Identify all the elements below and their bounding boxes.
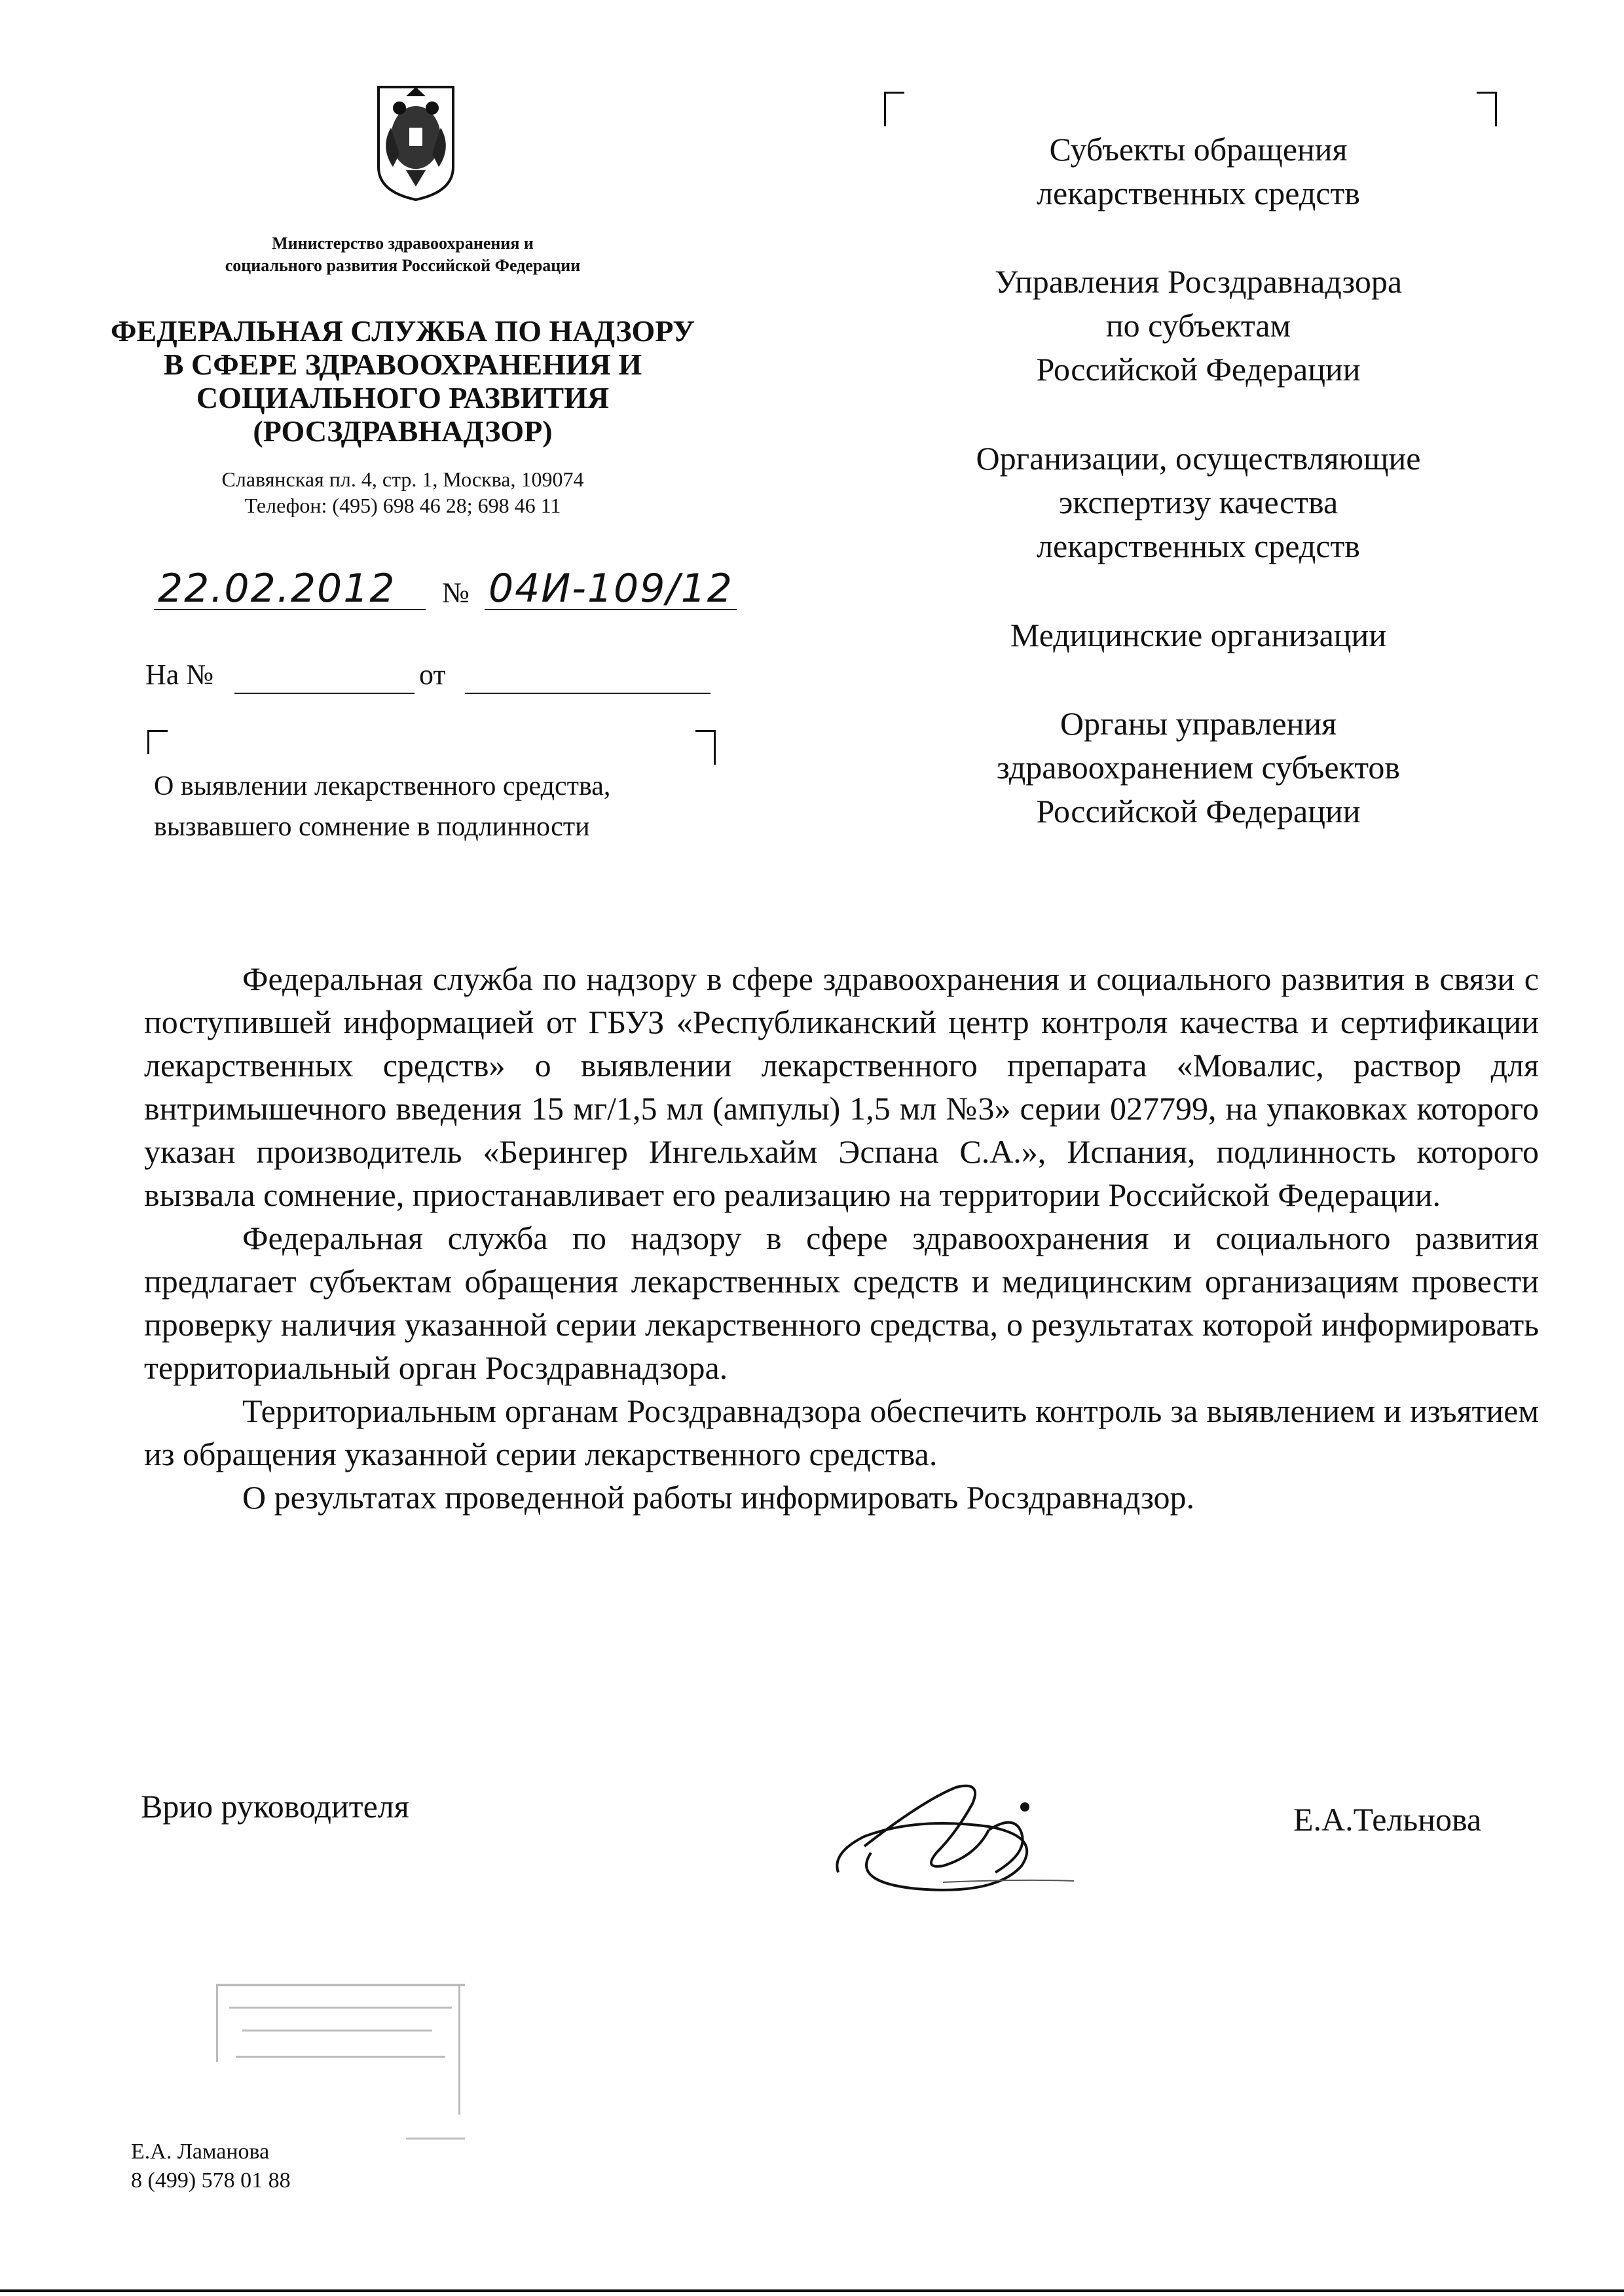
letter-body — [144, 957, 1539, 1519]
addressee-2-line-2: по субъектам — [1105, 307, 1291, 344]
addressee-bracket-right — [1477, 92, 1497, 126]
ministry-line-1: Министерство здравоохранения и — [272, 234, 534, 253]
reply-from-label: от — [419, 659, 446, 691]
addressee-3 — [904, 437, 1493, 568]
addressee-1-line-2: лекарственных средств — [1037, 175, 1360, 211]
agency-line-4: (РОСЗДРАВНАДЗОР) — [253, 414, 553, 448]
body-paragraph-2: Федеральная служба по надзору в сфере здравоохранения и социального развития предлагает субъектам обращения лекарственных средств и медицинским организациям провести проверку наличия указанной серии лекарственного средства, о результатах которой информировать территориальный орган Росздравнадзора. — [144, 1220, 1539, 1386]
ministry-line-2: социального развития Российской Федерации — [225, 256, 581, 275]
handwritten-signature — [825, 1774, 1100, 1905]
signer-name: Е.А.Тельнова — [1293, 1801, 1482, 1838]
faded-stamp-marks-icon — [131, 1971, 471, 2154]
body-paragraph-3: Территориальным органам Росздравнадзора обеспечить контроль за выявлением и изъятием из обращения указанной серии лекарственного средства. — [144, 1393, 1539, 1472]
subject — [154, 766, 743, 847]
phone-line: Телефон: (495) 698 46 28; 698 46 11 — [244, 494, 561, 517]
coat-of-arms-emblem — [373, 82, 458, 203]
agency-line-2: В СФЕРЕ ЗДРАВООХРАНЕНИЯ И — [163, 348, 642, 381]
agency-line-3: СОЦИАЛЬНОГО РАЗВИТИЯ — [196, 381, 610, 414]
addressee-5-line-1: Органы управления — [1060, 705, 1337, 742]
reply-to-number-line — [234, 666, 415, 694]
body-paragraph-4: О результатах проведенной работы информировать Росздравнадзор. — [242, 1479, 1195, 1516]
addressee-3-line-3: лекарственных средств — [1037, 528, 1360, 564]
executor-name: Е.А. Ламанова — [131, 2140, 270, 2164]
addressee-5-line-3: Российской Федерации — [1036, 793, 1361, 829]
registration-number: 04И-109/12 — [489, 566, 733, 611]
double-headed-eagle-icon — [373, 82, 458, 203]
registration-date: 22.02.2012 — [158, 566, 396, 611]
signer-title: Врио руководителя — [141, 1788, 409, 1825]
addressee-5-line-2: здравоохранением субъектов — [996, 749, 1401, 786]
faded-stamp — [131, 1971, 471, 2154]
agency-address — [131, 466, 674, 519]
ministry-name — [131, 232, 674, 277]
executor-info — [131, 2138, 291, 2195]
addressee-4 — [904, 613, 1493, 657]
page-bottom-border — [0, 2289, 1624, 2292]
addressee-4-line-1: Медицинские организации — [1010, 617, 1387, 653]
executor-phone: 8 (499) 578 01 88 — [131, 2168, 291, 2193]
addressee-2-line-1: Управления Росздравнадзора — [994, 263, 1403, 300]
addressee-1 — [904, 128, 1493, 215]
subject-bracket-left — [147, 730, 168, 754]
registration-number-label: № — [442, 577, 470, 609]
agency-name — [98, 314, 707, 448]
registration-date-field — [154, 563, 426, 610]
subject-bracket-right — [695, 730, 716, 765]
body-paragraph-1: Федеральная служба по надзору в сфере здравоохранения и социального развития в связи с поступившей информацией от ГБУЗ «Республиканский центр контроля качества и сертификации лекарственных средств» о выявлении лекарственного препарата «Мовалис, раствор для внтримышечного введения 15 мг/1,5 мл (ампулы) 1,5 мл №3» серии 027799, на упаковках которого указан производитель «Берингер Ингельхайм Эспана С.А.», Испания, подлинность которого вызвала сомнение, приостанавливает его реализацию на территории Российской Федерации. — [144, 960, 1539, 1213]
addressee-3-line-2: экспертизу качества — [1058, 484, 1338, 520]
reply-to-label: На № — [145, 659, 214, 691]
subject-line-2: вызвавшего сомнение в подлинности — [154, 812, 590, 842]
subject-line-1: О выявлении лекарственного средства, — [154, 771, 611, 801]
address-line: Славянская пл. 4, стр. 1, Москва, 109074 — [221, 467, 584, 491]
reply-from-date-line — [465, 666, 710, 694]
addressee-bracket-left — [884, 92, 904, 126]
addressee-5 — [904, 702, 1493, 833]
addressee-1-line-1: Субъекты обращения — [1049, 131, 1348, 168]
signature-scribble-icon — [825, 1774, 1100, 1905]
agency-line-1: ФЕДЕРАЛЬНАЯ СЛУЖБА ПО НАДЗОРУ — [110, 314, 695, 348]
registration-number-field — [485, 563, 737, 610]
addressee-2-line-3: Российской Федерации — [1036, 351, 1361, 388]
addressee-3-line-1: Организации, осуществляющие — [976, 440, 1421, 477]
addressee-2 — [904, 260, 1493, 392]
